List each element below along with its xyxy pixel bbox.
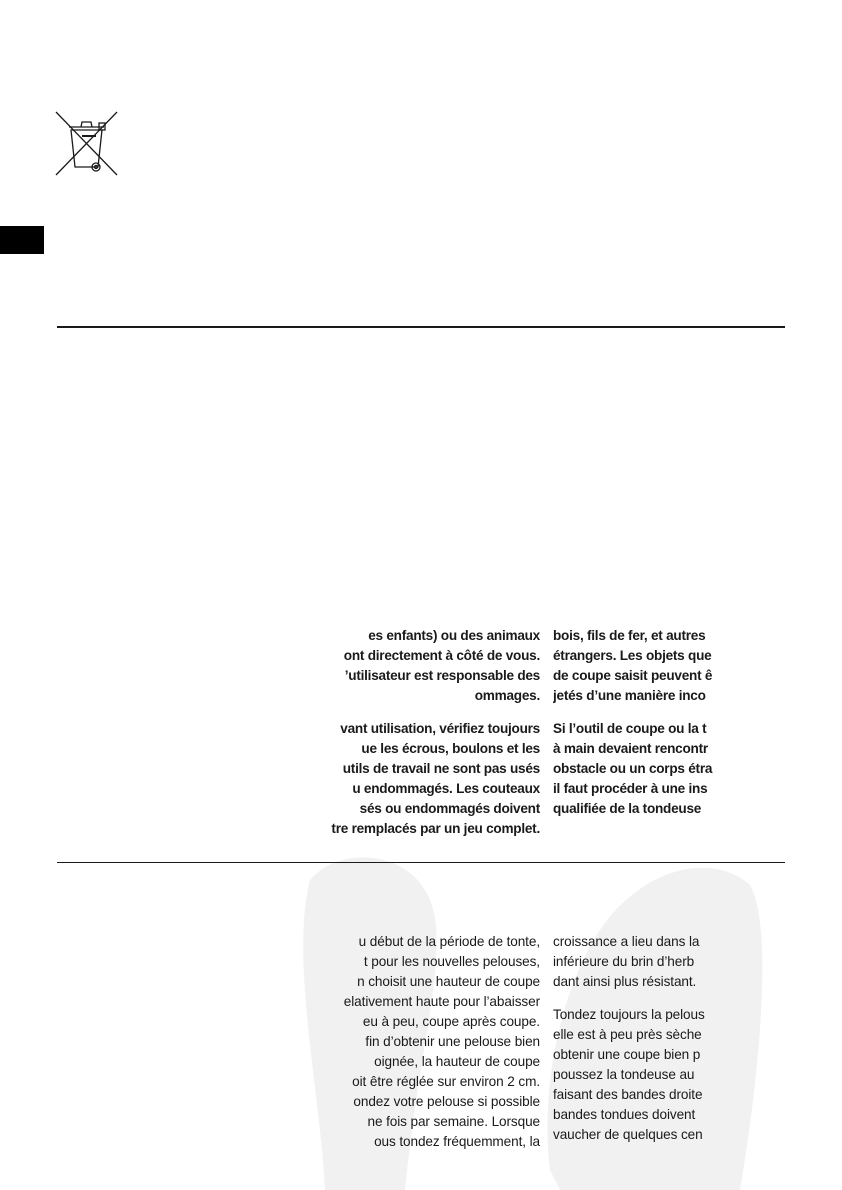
text-line: u endommagés. Les couteaux [352,781,540,796]
text-line: utils de travail ne sont pas usés [342,761,540,776]
text-line: ne fois par semaine. Lorsque [367,1114,540,1129]
mowing-column-left [290,932,540,1152]
safety-column-left [290,626,540,839]
text-line: t pour les nouvelles pelouses, [363,954,540,969]
text-line: fin d’obtenir une pelouse bien [365,1034,540,1049]
text-line: ont directement à côté de vous. [343,648,540,663]
crossed-out-wheelie-bin-icon [55,111,119,177]
text-line: oignée, la hauteur de coupe [374,1054,540,1069]
safety-column-right [553,626,728,819]
paragraph-gap [553,706,728,719]
language-tab [0,226,44,254]
text-line: sés ou endommagés doivent [359,801,540,816]
text-line: tre remplacés par un jeu complet. [331,821,540,836]
text-line: obstacle ou un corps étra [553,761,713,776]
text-line: es enfants) ou des animaux [368,628,540,643]
text-line: ’utilisateur est responsable des [344,668,540,683]
text-line: il faut procéder à une ins [553,781,708,796]
section-divider [57,326,785,328]
text-line: étrangers. Les objets que [553,648,712,663]
text-line: faisant des bandes droite [553,1087,703,1102]
paragraph-gap [290,706,540,719]
text-line: vant utilisation, vérifiez toujours [340,721,540,736]
text-line: croissance a lieu dans la [553,934,700,949]
text-line: elle est à peu près sèche [553,1027,702,1042]
text-line: poussez la tondeuse au [553,1067,695,1082]
text-line: vaucher de quelques cen [553,1127,703,1142]
text-line: obtenir une coupe bien p [553,1047,701,1062]
text-line: Si l’outil de coupe ou la t [553,721,707,736]
text-line: oit être réglée sur environ 2 cm. [352,1074,540,1089]
paragraph-gap [553,992,728,1005]
text-line: inférieure du brin d’herb [553,954,695,969]
text-line: de coupe saisit peuvent ê [553,668,713,683]
text-line: eu à peu, coupe après coupe. [362,1014,540,1029]
text-line: à main devaient rencontr [553,741,708,756]
text-line: Tondez toujours la pelous [553,1007,705,1022]
text-line: u début de la période de tonte, [358,934,540,949]
text-line: n choisit une hauteur de coupe [357,974,540,989]
section-divider [57,862,785,863]
text-line: qualifiée de la tondeuse [553,801,702,816]
text-line: ous tondez fréquemment, la [374,1134,540,1149]
text-line: ommages. [474,688,540,703]
text-line: elativement haute pour l’abaisser [343,994,540,1009]
text-line: bandes tondues doivent [553,1107,696,1122]
text-line: jetés d’une manière inco [553,688,706,703]
text-line: bois, fils de fer, et autres [553,628,706,643]
text-line: ue les écrous, boulons et les [361,741,540,756]
text-line: ondez votre pelouse si possible [353,1094,540,1109]
text-line: dant ainsi plus résistant. [553,974,697,989]
mowing-column-right [553,932,728,1145]
